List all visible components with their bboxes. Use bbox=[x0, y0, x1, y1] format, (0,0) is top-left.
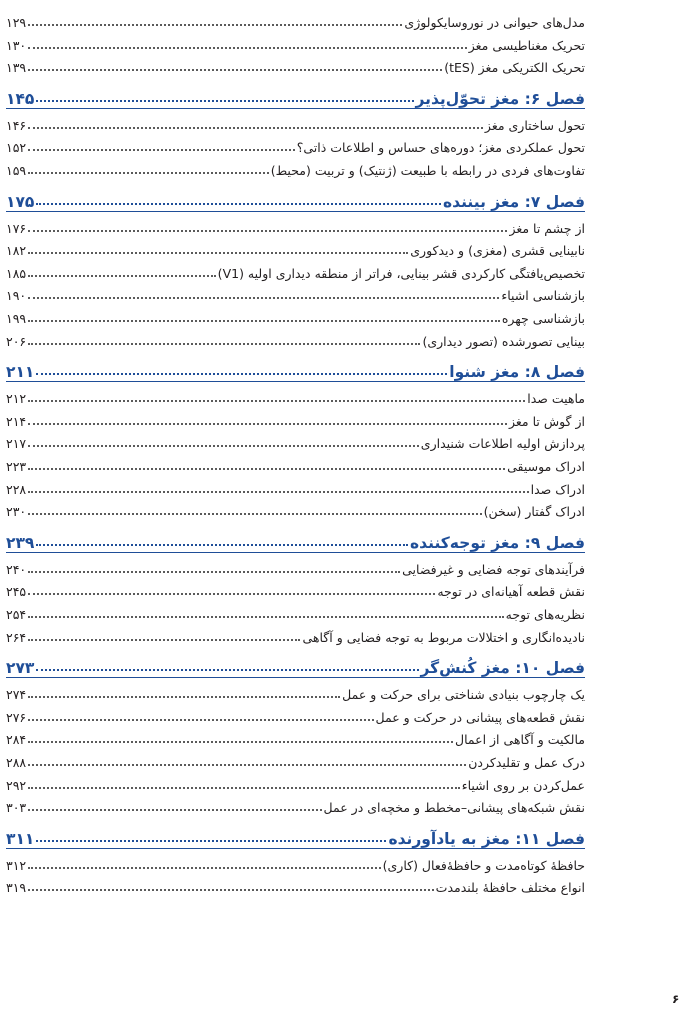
dot-leader bbox=[28, 468, 505, 470]
toc-entry-row bbox=[6, 281, 585, 303]
chapter-page-number: ۲۳۹ bbox=[6, 533, 35, 552]
dot-leader bbox=[28, 491, 528, 493]
chapter-title: فصل ۸: مغز شنوا bbox=[449, 363, 585, 382]
dot-leader bbox=[28, 343, 420, 345]
entry-page-number: ۱۹۰ bbox=[6, 288, 27, 304]
toc-entry-row bbox=[6, 793, 585, 815]
toc-entry-row bbox=[6, 327, 585, 349]
entry-page-number: ۳۰۳ bbox=[6, 800, 27, 816]
dot-leader bbox=[28, 275, 216, 277]
dot-leader bbox=[36, 203, 441, 205]
entry-title: تفاوت‌های فردی در رابطه با طبیعت (ژنتیک) و تربیت (محیط) bbox=[270, 163, 585, 178]
entry-page-number: ۱۸۵ bbox=[6, 265, 27, 281]
dot-leader bbox=[28, 127, 483, 129]
dot-leader bbox=[28, 571, 400, 573]
entry-title: مالکیت و آگاهی از اعمال bbox=[455, 732, 585, 748]
entry-page-number: ۲۳۰ bbox=[6, 504, 27, 520]
dot-leader bbox=[28, 400, 525, 402]
chapter-heading-row bbox=[6, 80, 585, 108]
chapter-title: فصل ۷: مغز بیننده bbox=[442, 192, 585, 211]
entry-page-number: ۱۵۲ bbox=[6, 140, 27, 156]
dot-leader bbox=[28, 297, 499, 299]
entry-page-number: ۱۷۶ bbox=[6, 220, 27, 236]
dot-leader bbox=[28, 764, 466, 766]
entry-page-number: ۲۱۲ bbox=[6, 391, 27, 407]
toc-entry-row bbox=[6, 680, 585, 702]
dot-leader bbox=[28, 741, 453, 743]
entry-title: فرآیندهای توجه فضایی و غیرفضایی bbox=[402, 561, 585, 577]
entry-page-number: ۱۲۹ bbox=[6, 15, 27, 30]
entry-page-number: ۲۱۷ bbox=[6, 436, 27, 452]
dot-leader bbox=[28, 616, 504, 618]
entry-title: ادراک گفتار (سخن) bbox=[483, 504, 585, 520]
chapter-page-number: ۲۱۱ bbox=[6, 363, 35, 382]
toc-entry-row bbox=[6, 407, 585, 429]
entry-title: نادیده‌انگاری و اختلالات مربوط به توجه فضایی و آگاهی bbox=[302, 629, 585, 645]
entry-page-number: ۱۹۹ bbox=[6, 311, 27, 326]
toc-entry-row bbox=[6, 156, 585, 178]
toc-entry-row bbox=[6, 53, 585, 75]
entry-page-number: ۲۴۰ bbox=[6, 561, 27, 577]
entry-title: نقش شبکه‌های پیشانی–مخطط و مخچه‌ای در عمل bbox=[323, 800, 585, 816]
entry-title: از گوش تا مغز bbox=[508, 413, 585, 429]
dot-leader bbox=[28, 445, 419, 447]
chapter-heading-row bbox=[6, 820, 585, 848]
chapter-page-number: ۱۴۵ bbox=[6, 89, 35, 108]
dot-leader bbox=[28, 172, 269, 174]
dot-leader bbox=[28, 513, 481, 515]
chapter-title: فصل ۱۰: مغز کُنش‌گر bbox=[420, 659, 585, 678]
entry-page-number: ۲۹۲ bbox=[6, 777, 27, 793]
entry-page-number: ۱۵۹ bbox=[6, 163, 27, 178]
toc-entry-row bbox=[6, 31, 585, 53]
chapter-title: فصل ۹: مغز توجه‌کننده bbox=[410, 533, 585, 552]
entry-title: ماهیت صدا bbox=[527, 391, 585, 407]
chapter-underline bbox=[6, 381, 585, 382]
entry-title: بازشناسی چهره bbox=[501, 311, 585, 326]
toc-entry-row bbox=[6, 873, 585, 895]
chapter-heading-row bbox=[6, 183, 585, 211]
entry-title: انواع مختلف حافظهٔ بلندمدت bbox=[435, 880, 585, 896]
chapter-heading-row bbox=[6, 649, 585, 677]
entry-page-number: ۳۱۲ bbox=[6, 857, 27, 873]
toc-entry-row bbox=[6, 475, 585, 497]
toc-entry-row bbox=[6, 623, 585, 645]
entry-title: یک چارچوب بنیادی شناختی برای حرکت و عمل bbox=[342, 687, 585, 703]
entry-title: تحول ساختاری مغز bbox=[484, 117, 585, 133]
toc-entry-row bbox=[6, 384, 585, 406]
toc-entry-row bbox=[6, 600, 585, 622]
toc-entry-row bbox=[6, 452, 585, 474]
chapter-page-number: ۲۷۳ bbox=[6, 659, 35, 678]
entry-page-number: ۳۱۹ bbox=[6, 880, 27, 896]
chapter-underline bbox=[6, 848, 585, 849]
dot-leader bbox=[28, 47, 467, 49]
chapter-underline bbox=[6, 677, 585, 678]
dot-leader bbox=[28, 69, 442, 71]
entry-title: حافظهٔ کوتاه‌مدت و حافظهٔ‌فعال (کاری) bbox=[382, 857, 585, 873]
dot-leader bbox=[28, 149, 295, 151]
dot-leader bbox=[28, 230, 507, 232]
entry-page-number: ۲۲۸ bbox=[6, 481, 27, 497]
toc-entry-row bbox=[6, 8, 585, 30]
entry-title: مدل‌های حیوانی در نوروسایکولوژی bbox=[404, 15, 585, 30]
toc-entry-row bbox=[6, 555, 585, 577]
toc-entry-row bbox=[6, 236, 585, 258]
toc-entry-row bbox=[6, 771, 585, 793]
chapter-underline bbox=[6, 552, 585, 553]
entry-page-number: ۱۸۲ bbox=[6, 243, 27, 259]
entry-title: تخصیص‌یافتگی کارکردی قشر بینایی، فراتر از منطقه دیداری اولیه (V1) bbox=[217, 265, 585, 281]
toc-entry-row bbox=[6, 304, 585, 326]
dot-leader bbox=[28, 593, 435, 595]
entry-page-number: ۲۰۶ bbox=[6, 333, 27, 349]
dot-leader bbox=[28, 719, 373, 721]
entry-title: نظریه‌های توجه bbox=[505, 607, 585, 622]
toc-entry-row bbox=[6, 703, 585, 725]
toc-entry-row bbox=[6, 133, 585, 155]
toc-entry-row bbox=[6, 429, 585, 451]
entry-title: نابینایی قشری (مغزی) و دیدکوری bbox=[410, 243, 585, 259]
entry-title: نقش قطعه آهیانه‌ای در توجه bbox=[437, 584, 585, 600]
chapter-title: فصل ۱۱: مغز به یادآورنده bbox=[388, 829, 585, 848]
dot-leader bbox=[36, 669, 418, 671]
dot-leader bbox=[28, 889, 434, 891]
dot-leader bbox=[36, 100, 413, 102]
entry-title: درک عمل و تقلیدکردن bbox=[468, 755, 585, 770]
entry-title: تحریک مغناطیسی مغز bbox=[468, 37, 585, 53]
dot-leader bbox=[28, 867, 380, 869]
entry-page-number: ۲۲۳ bbox=[6, 459, 27, 474]
entry-page-number: ۱۳۰ bbox=[6, 37, 27, 53]
entry-page-number: ۲۷۶ bbox=[6, 709, 27, 725]
toc-entry-row bbox=[6, 725, 585, 747]
entry-page-number: ۲۷۴ bbox=[6, 687, 27, 703]
entry-page-number: ۲۸۴ bbox=[6, 732, 27, 748]
dot-leader bbox=[28, 809, 321, 811]
dot-leader bbox=[36, 544, 408, 546]
chapter-page-number: ۳۱۱ bbox=[6, 829, 35, 848]
chapter-heading-row bbox=[6, 353, 585, 381]
toc-entry-row bbox=[6, 577, 585, 599]
dot-leader bbox=[28, 639, 300, 641]
chapter-underline bbox=[6, 108, 585, 109]
toc-entry-row bbox=[6, 214, 585, 236]
entry-page-number: ۲۱۴ bbox=[6, 413, 27, 429]
dot-leader bbox=[28, 787, 460, 789]
entry-page-number: ۲۵۴ bbox=[6, 607, 27, 622]
toc-entry-row bbox=[6, 497, 585, 519]
entry-title: بازشناسی اشیاء bbox=[501, 288, 585, 304]
entry-title: پردازش اولیه اطلاعات شنیداری bbox=[420, 436, 585, 452]
page-number: ۶ bbox=[672, 992, 680, 1006]
chapter-heading-row bbox=[6, 524, 585, 552]
entry-title: عمل‌کردن بر روی اشیاء bbox=[461, 777, 585, 793]
entry-title: ادراک صدا bbox=[530, 481, 585, 497]
entry-title: نقش قطعه‌های پیشانی در حرکت و عمل bbox=[375, 709, 585, 725]
chapter-underline bbox=[6, 211, 585, 212]
toc-entry-row bbox=[6, 111, 585, 133]
toc-entry-row bbox=[6, 851, 585, 873]
dot-leader bbox=[36, 840, 386, 842]
entry-title: تحول عملکردی مغز؛ دوره‌های حساس و اطلاعات ذاتی؟ bbox=[296, 140, 585, 156]
entry-title: از چشم تا مغز bbox=[509, 220, 585, 236]
entry-page-number: ۱۳۹ bbox=[6, 60, 27, 76]
entry-title: بینایی تصورشده (تصور دیداری) bbox=[422, 333, 585, 349]
toc-entry-row bbox=[6, 748, 585, 770]
chapter-page-number: ۱۷۵ bbox=[6, 192, 35, 211]
dot-leader bbox=[28, 320, 500, 322]
dot-leader bbox=[28, 696, 340, 698]
entry-title: تحریک الکتریکی مغز (tES) bbox=[444, 60, 585, 76]
dot-leader bbox=[36, 373, 447, 375]
entry-page-number: ۲۴۵ bbox=[6, 584, 27, 600]
chapter-title: فصل ۶: مغز تحوّل‌پذیر bbox=[415, 89, 585, 108]
dot-leader bbox=[28, 423, 507, 425]
dot-leader bbox=[28, 252, 408, 254]
entry-page-number: ۱۴۶ bbox=[6, 117, 27, 133]
dot-leader bbox=[28, 24, 402, 26]
entry-page-number: ۲۸۸ bbox=[6, 755, 27, 770]
toc-entry-row bbox=[6, 259, 585, 281]
entry-title: ادراک موسیقی bbox=[507, 459, 585, 474]
entry-page-number: ۲۶۴ bbox=[6, 629, 27, 645]
